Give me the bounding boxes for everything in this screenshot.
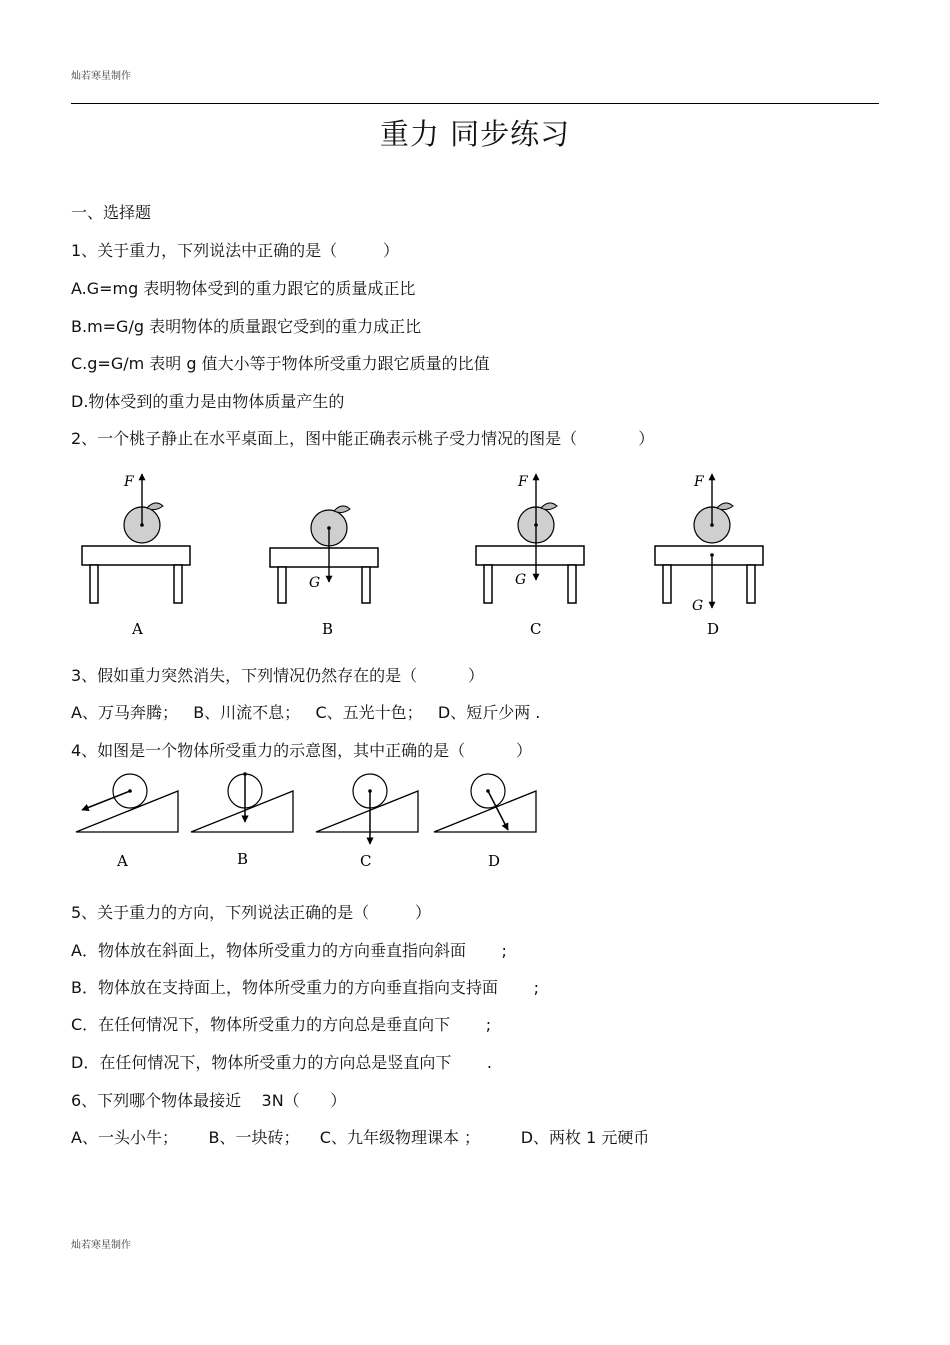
q2-label-c: C [530,620,542,638]
q1-option-b: B.m=G/g 表明物体的质量跟它受到的重力成正比 [71,317,422,336]
q4-label-c: C [360,852,372,870]
force-f-label: F [518,474,528,490]
force-f-label: F [124,474,134,490]
force-g-label: G [692,598,704,614]
q4-diagram-b [191,772,293,868]
q2-label-a: A [132,620,143,638]
q2-figure [70,462,790,642]
q4-diagram-d [434,774,536,870]
q4-label-d: D [488,852,501,870]
force-g-label: G [515,572,527,588]
q2-diagram-b [270,506,378,638]
q2-diagram-a [82,474,190,638]
q1-option-c: C.g=G/m 表明 g 值大小等于物体所受重力跟它质量的比值 [71,354,490,373]
q2-stem: 2、一个桃子静止在水平桌面上，图中能正确表示桃子受力情况的图是（ ） [71,429,655,448]
q3-options: A、万马奔腾； B、川流不息； C、五光十色； D、短斤少两 . [71,703,541,722]
q4-figure [70,766,550,876]
q2-diagram-d [655,474,763,638]
page-header: 灿若寒星制作 [71,71,131,82]
q5-option-a: A．物体放在斜面上，物体所受重力的方向垂直指向斜面 ; [71,941,507,960]
q5-stem: 5、关于重力的方向，下列说法正确的是（ ） [71,903,431,922]
force-f-label: F [694,474,704,490]
q2-label-b: B [322,620,334,638]
q4-label-b: B [237,850,249,868]
page-footer: 灿若寒星制作 [71,1240,131,1251]
q4-diagram-c [316,774,418,870]
header-rule [71,103,879,104]
q2-diagram-c [476,474,584,638]
q1-option-a: A.G=mg 表明物体受到的重力跟它的质量成正比 [71,279,416,298]
q2-label-d: D [707,620,720,638]
section-heading: 一、选择题 [71,203,152,222]
q4-diagram-a [76,774,178,870]
q5-option-b: B．物体放在支持面上，物体所受重力的方向垂直指向支持面 ; [71,978,539,997]
q1-stem: 1、关于重力，下列说法中正确的是（ ） [71,241,399,260]
q6-stem: 6、下列哪个物体最接近 3N（ ） [71,1091,347,1110]
q3-stem: 3、假如重力突然消失，下列情况仍然存在的是（ ） [71,666,485,685]
q4-label-a: A [117,852,128,870]
q1-option-d: D.物体受到的重力是由物体质量产生的 [71,392,345,411]
page-title: 重力 同步练习 [379,117,571,151]
q5-option-c: C．在任何情况下，物体所受重力的方向总是垂直向下 ; [71,1015,492,1034]
q5-option-d: D．在任何情况下，物体所受重力的方向总是竖直向下 . [71,1053,493,1072]
q6-options: A、一头小牛； B、一块砖； C、九年级物理课本 ； D、两枚 1 元硬币 [71,1128,650,1147]
force-g-label: G [309,575,321,591]
q4-stem: 4、如图是一个物体所受重力的示意图，其中正确的是（ ） [71,741,533,760]
